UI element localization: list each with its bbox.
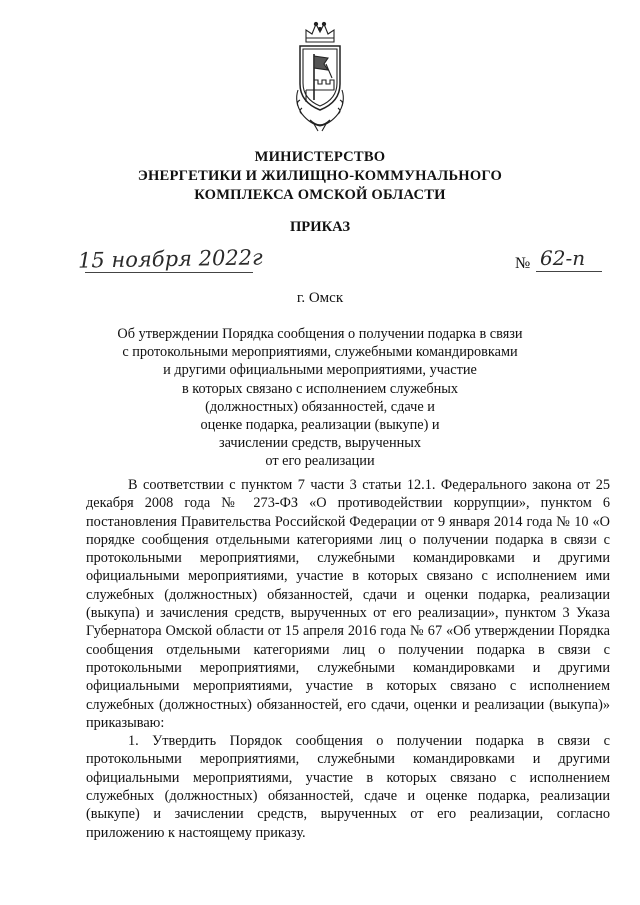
subject-line: в которых связано с исполнением служебных — [181, 380, 459, 397]
preamble-paragraph: В соответствии с пунктом 7 части 3 статьи 12.1. Федерального закона от 25 декабря 2008 года № 273-ФЗ «О противодействии коррупции», пунктом 6 постановления Правительства Российской Федерации от 9 января 2014 года № 10 «О порядке сообщения отдельными категориями лиц о получении подарка в связи с протокольными мероприятиями, служебными командировками и другими официальными мероприятиями, участие в которых связано с исполнением ими служебных (должностных) обязанностей, сдачи и оценки подарка, реализации (выкупа) и зачисления средств, вырученных от его реализации», пунктом 3 Указа Губернатора Омской области от 15 апреля 2016 года № 67 «Об утверждении Порядка сообщения отдельными категориями лиц о получении подарка в связи с протокольными мероприятиями, служебными командировками и другими официальными мероприятиями, участие в которых связано с исполнением служебных (должностных) обязанностей, его сдачи, оценки и реализации (выкупа)» приказываю: — [86, 477, 610, 731]
subject-line: зачислении средств, вырученных — [218, 435, 422, 452]
subject-line: оценке подарка, реализации (выкупе) и — [200, 417, 440, 434]
number-sign: № — [515, 255, 531, 272]
handwritten-date: 15 ноября 2022г — [77, 245, 263, 273]
number-underline — [536, 271, 602, 272]
ministry-line-1: МИНИСТЕРСТВО — [254, 149, 386, 165]
order-subject — [110, 325, 530, 471]
city: г. Омск — [296, 290, 344, 306]
ministry-line-2: ЭНЕРГЕТИКИ И ЖИЛИЩНО-КОММУНАЛЬНОГО — [137, 168, 503, 184]
subject-line: и другими официальными мероприятиями, участие — [163, 362, 477, 379]
document-type: ПРИКАЗ — [289, 219, 351, 235]
subject-line: Об утверждении Порядка сообщения о получении подарка в связи — [117, 326, 523, 342]
ministry-line-3: КОМПЛЕКСА ОМСКОЙ ОБЛАСТИ — [194, 187, 446, 203]
subject-line: (должностных) обязанностей, сдаче и — [205, 398, 435, 415]
date-underline — [85, 272, 253, 273]
order-item-1: 1. Утвердить Порядок сообщения о получении подарка в связи с протокольными мероприятиями, служебными командировками и другими официальными мероприятиями, участие в которых связано с исполнением служебных (должностных) обязанностей, сдаче и оценке подарка, реализации (выкупе) и зачислении средств, вырученных от его реализации, согласно приложению к настоящему приказу. — [86, 733, 610, 841]
omsk-coat-of-arms-icon — [292, 20, 348, 132]
subject-line: с протокольными мероприятиями, служебными командировками — [122, 344, 518, 361]
ministry-name — [0, 148, 640, 205]
order-body — [86, 476, 610, 842]
handwritten-order-number: 62-п — [540, 246, 586, 270]
subject-line: от его реализации — [265, 453, 375, 470]
